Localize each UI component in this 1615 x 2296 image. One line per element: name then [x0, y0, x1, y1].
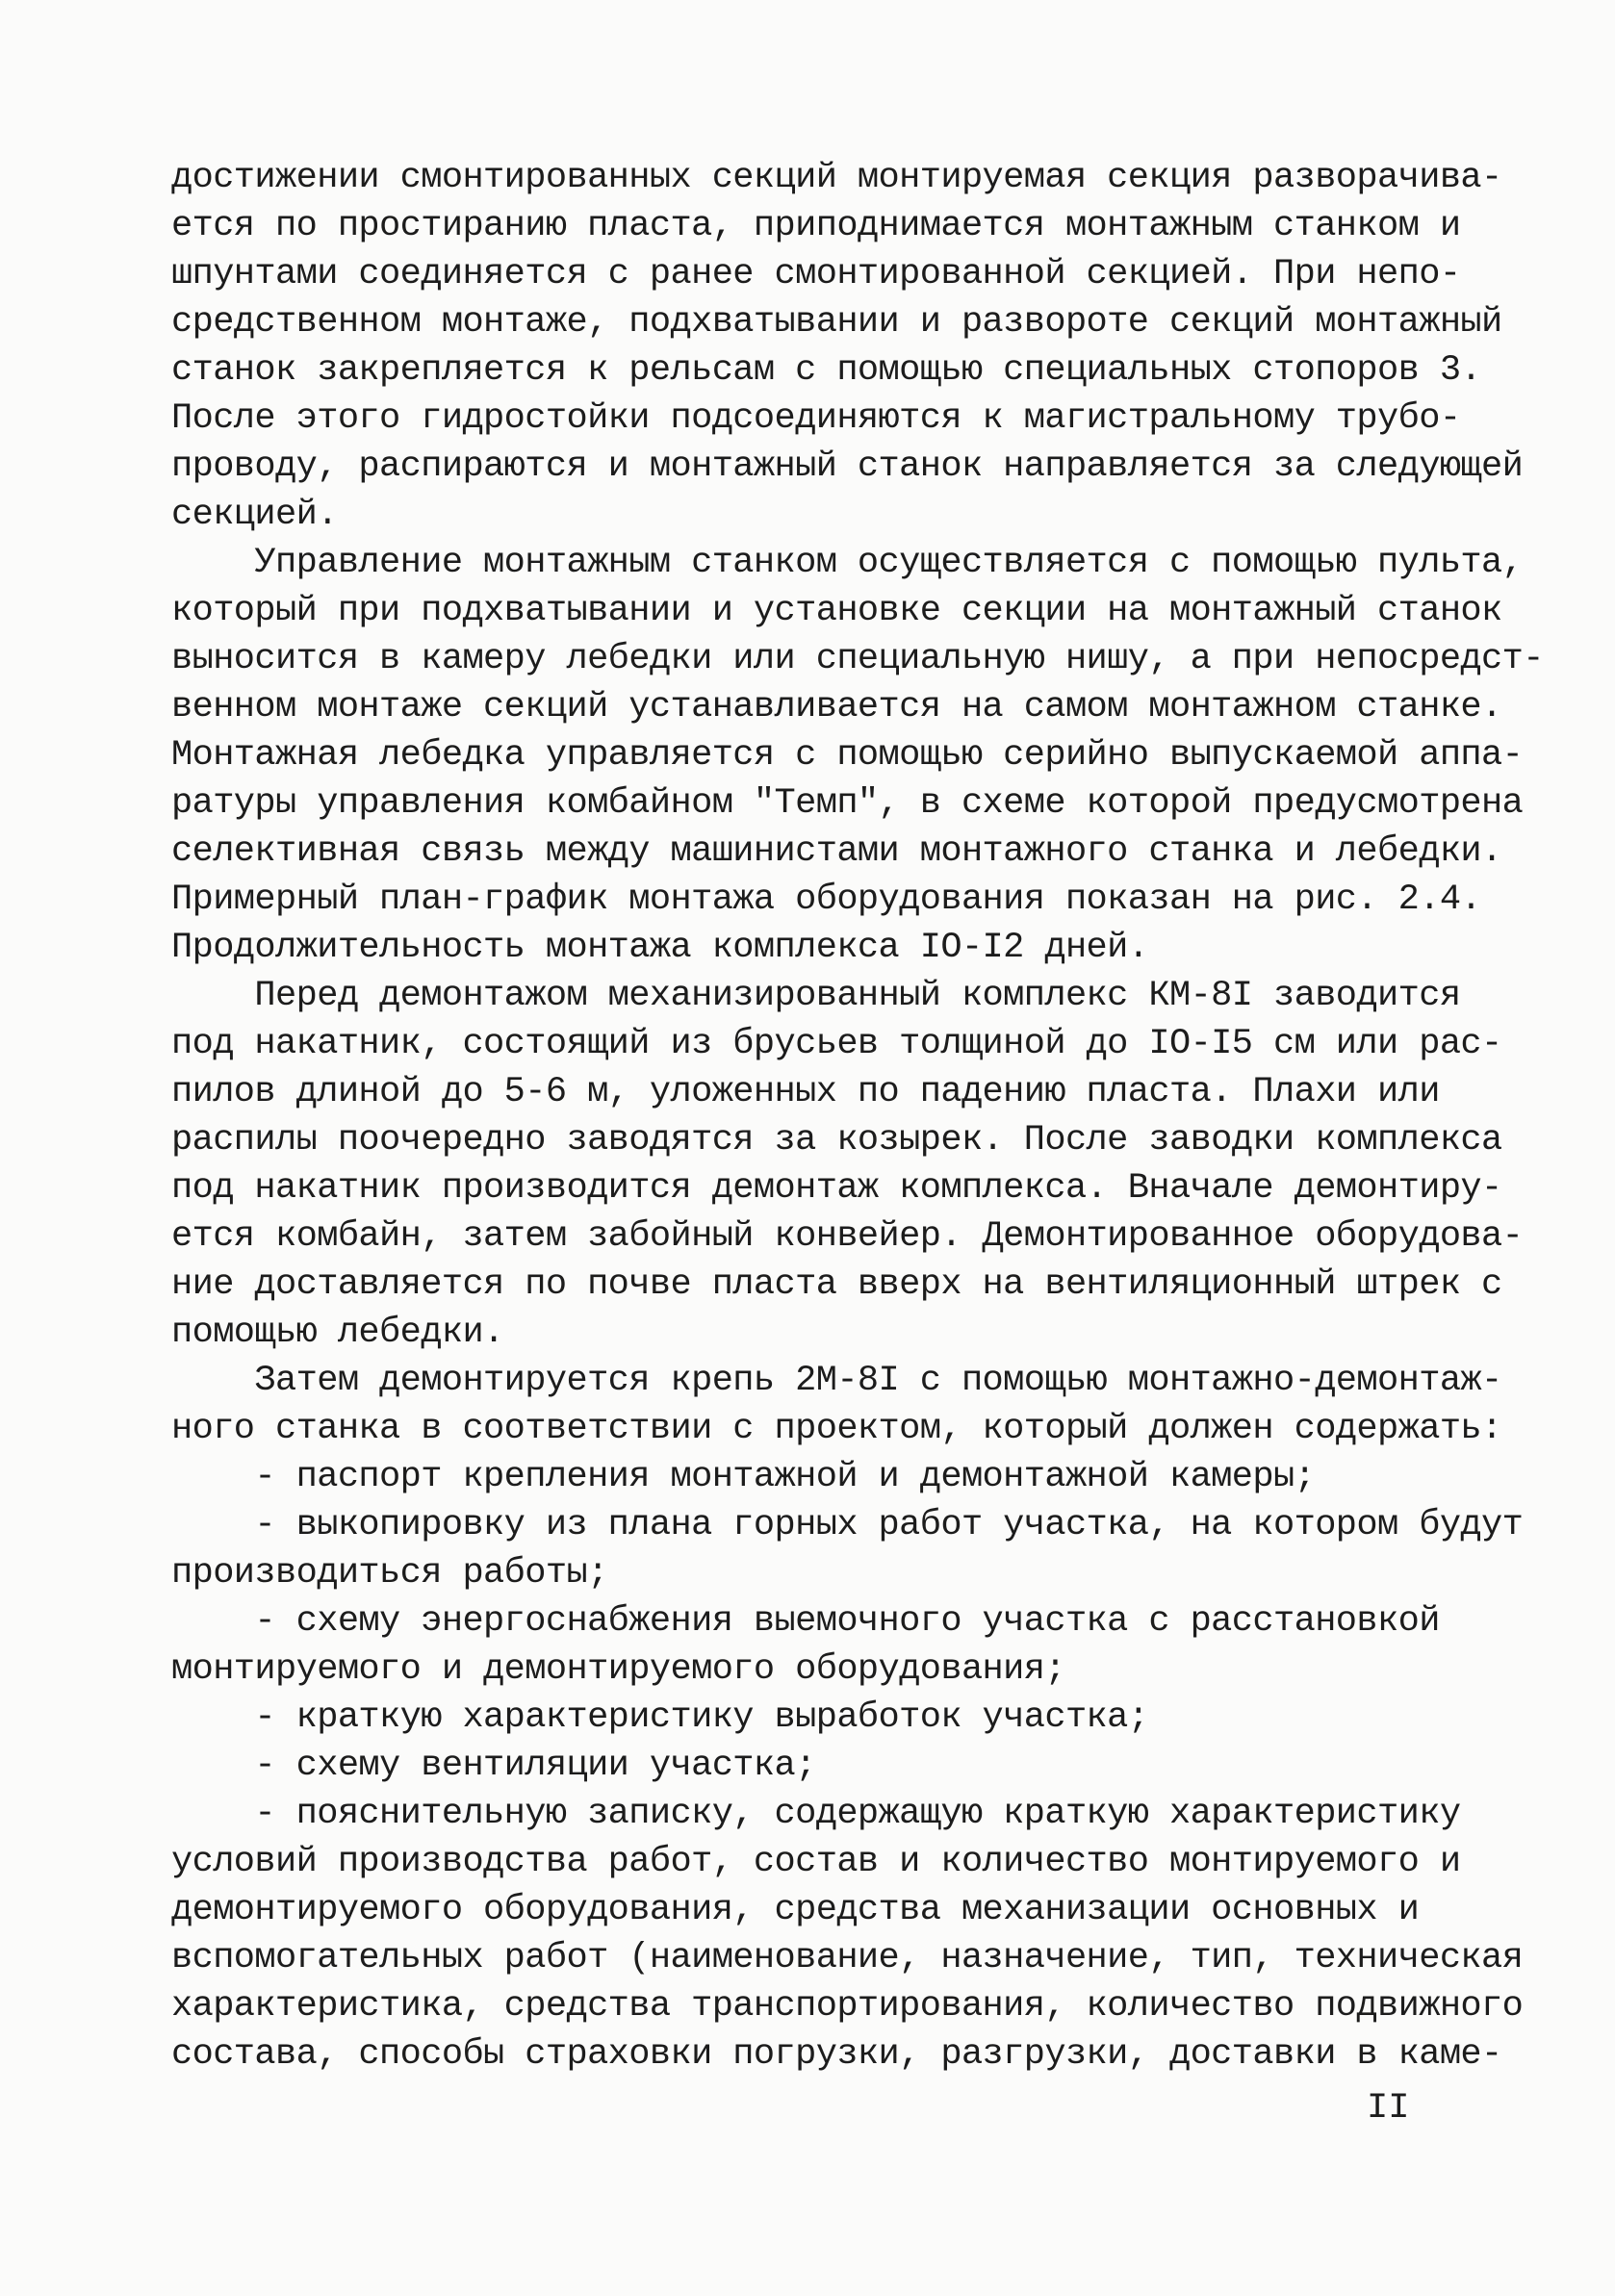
text-line: - схему вентиляции участка;: [171, 1746, 816, 1786]
text-line: монтируемого и демонтируемого оборудования;: [171, 1649, 1065, 1690]
text-line: ется комбайн, затем забойный конвейер. Демонтированное оборудова-: [171, 1216, 1524, 1257]
text-line: распилы поочередно заводятся за козырек. После заводки комплекса: [171, 1120, 1502, 1161]
text-line: - выкопировку из плана горных работ участка, на котором будут: [171, 1505, 1524, 1545]
text-line: ние доставляется по почве пласта вверх на вентиляционный штрек с: [171, 1264, 1502, 1305]
text-line: характеристика, средства транспортирования, количество подвижного: [171, 1986, 1524, 2027]
text-line: Примерный план-график монтажа оборудования показан на рис. 2.4.: [171, 880, 1482, 920]
text-line: состава, способы страховки погрузки, разгрузки, доставки в каме-: [171, 2034, 1502, 2075]
text-line: Затем демонтируется крепь 2М-8I с помощью монтажно-демонтаж-: [171, 1361, 1502, 1401]
text-line: который при подхватывании и установке секции на монтажный станок: [171, 591, 1502, 631]
text-line: вспомогательных работ (наименование, назначение, тип, техническая: [171, 1938, 1524, 1978]
text-line: станок закрепляется к рельсам с помощью специальных стопоров 3.: [171, 350, 1482, 391]
text-line: секцией.: [171, 495, 338, 535]
text-line: - паспорт крепления монтажной и демонтажной камеры;: [171, 1457, 1316, 1497]
text-line: пилов длиной до 5-6 м, уложенных по падению пласта. Плахи или: [171, 1072, 1440, 1112]
text-line: - схему энергоснабжения выемочного участка с расстановкой: [171, 1601, 1440, 1642]
text-line: достижении смонтированных секций монтируемая секция разворачива-: [171, 158, 1502, 198]
text-line: Перед демонтажом механизированный комплекс КМ-8I заводится: [171, 976, 1461, 1016]
text-line: После этого гидростойки подсоединяются к магистральному трубо-: [171, 398, 1461, 439]
text-line: Продолжительность монтажа комплекса IO-I2 дней.: [171, 928, 1149, 968]
text-line: шпунтами соединяется с ранее смонтированной секцией. При непо-: [171, 254, 1461, 294]
text-line: под накатник производится демонтаж комплекса. Вначале демонтиру-: [171, 1168, 1502, 1209]
text-line: условий производства работ, состав и количество монтируемого и: [171, 1842, 1461, 1882]
text-line: Управление монтажным станком осуществляется с помощью пульта,: [171, 543, 1524, 583]
text-line: селективная связь между машинистами монтажного станка и лебедки.: [171, 831, 1502, 872]
text-line: ного станка в соответствии с проектом, который должен содержать:: [171, 1409, 1502, 1449]
page-number: II: [1367, 2088, 1410, 2129]
text-line: проводу, распираются и монтажный станок направляется за следующей: [171, 446, 1524, 487]
text-line: ется по простиранию пласта, приподнимается монтажным станком и: [171, 206, 1461, 246]
text-line: - пояснительную записку, содержащую краткую характеристику: [171, 1794, 1461, 1834]
text-line: - краткую характеристику выработок участка;: [171, 1697, 1149, 1738]
text-line: под накатник, состоящий из брусьев толщиной до IO-I5 см или рас-: [171, 1024, 1502, 1064]
text-line: демонтируемого оборудования, средства механизации основных и: [171, 1890, 1420, 1930]
text-line: венном монтаже секций устанавливается на самом монтажном станке.: [171, 687, 1502, 727]
text-line: выносится в камеру лебедки или специальную нишу, а при непосредст-: [171, 639, 1544, 679]
text-line: ратуры управления комбайном "Темп", в схеме которой предусмотрена: [171, 783, 1524, 824]
text-line: производиться работы;: [171, 1553, 608, 1594]
text-line: помощью лебедки.: [171, 1313, 504, 1353]
text-line: Монтажная лебедка управляется с помощью серийно выпускаемой аппа-: [171, 735, 1524, 776]
text-line: средственном монтаже, подхватывании и развороте секций монтажный: [171, 302, 1502, 343]
body-text: [171, 154, 1544, 2079]
